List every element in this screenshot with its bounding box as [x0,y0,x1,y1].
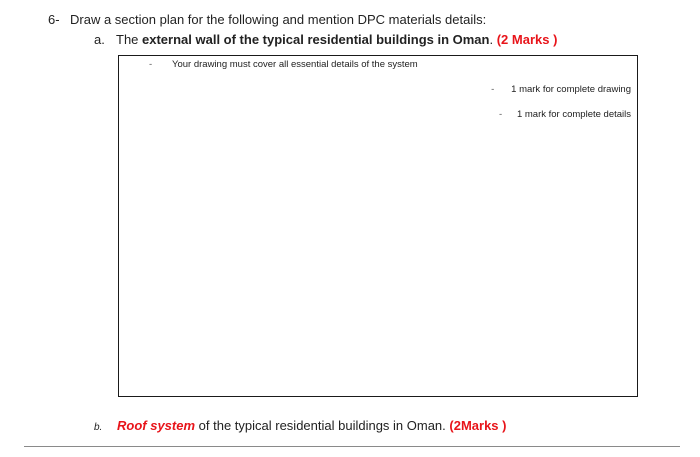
note-dash: - [498,109,503,120]
note-dash: - [491,84,495,95]
part-b-marks: (2Marks ) [449,418,507,433]
note-mark-drawing [491,84,631,96]
part-b-text: of the typical residential buildings in Oman. [195,418,450,433]
question-number: 6- [48,12,60,27]
part-a-marks: (2 Marks ) [496,32,558,47]
part-a-bold-text: external wall of the typical residential buildings in Oman [142,32,490,47]
note-dash: - [149,59,153,70]
note-text: 1 mark for complete details [516,109,631,120]
part-a-prefix: The [116,32,143,47]
part-a [94,32,557,48]
question-6 [48,12,486,28]
part-b-highlight: Roof system [117,418,196,433]
note-drawing-requirement [149,59,418,71]
part-a-suffix: . [489,32,497,47]
note-mark-details [499,109,631,121]
note-text: 1 mark for complete drawing [511,84,631,95]
page-divider [24,446,680,447]
part-b [94,418,506,436]
part-b-letter: b. [94,422,103,433]
question-text: Draw a section plan for the following and mention DPC materials details: [70,12,487,27]
answer-drawing-box[interactable] [118,55,638,397]
part-a-letter: a. [94,32,105,47]
note-text: Your drawing must cover all essential details of the system [172,59,418,70]
